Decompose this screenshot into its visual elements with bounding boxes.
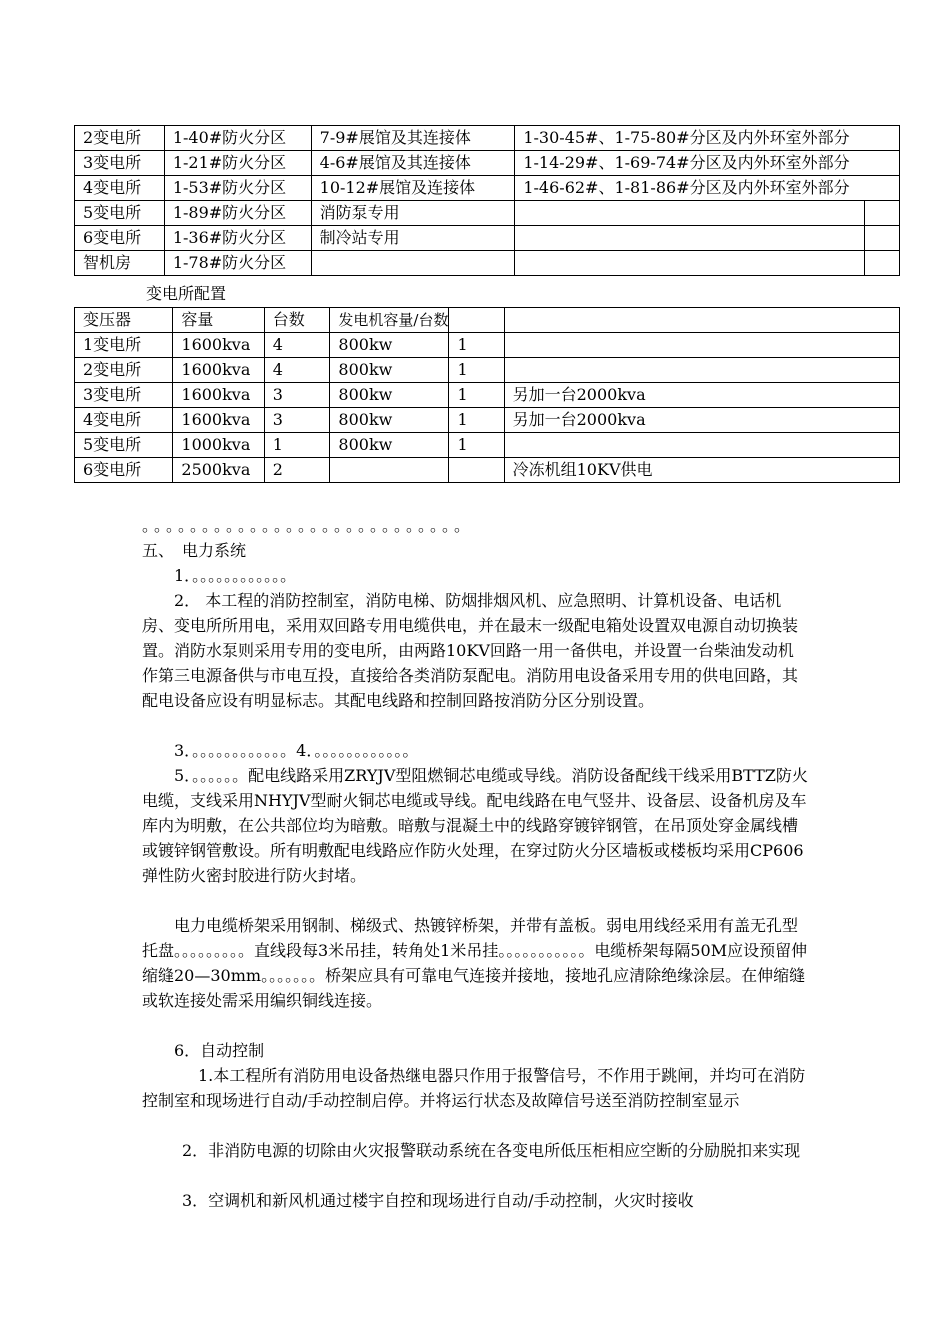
table-cell: 1 (449, 333, 504, 358)
table-cell: 3变电所 (75, 151, 165, 176)
table-row (75, 333, 900, 358)
substation-config-caption: 变电所配置 (146, 284, 227, 303)
table-header-cell: 发电机容量/台数 (330, 308, 449, 333)
table-cell: 1 (449, 383, 504, 408)
table-row (75, 458, 900, 483)
table-header-row (75, 308, 900, 333)
table-cell: 6变电所 (75, 458, 173, 483)
table-row (75, 358, 900, 383)
auto-control-2: 2．非消防电源的切除由火灾报警联动系统在各变电所低压柜相应空断的分励脱扣来实现 (182, 1141, 801, 1160)
table-header-cell (449, 308, 504, 333)
table-cell: 智机房 (75, 251, 165, 276)
table-cell (515, 201, 865, 226)
table-cell (865, 201, 900, 226)
table-row (75, 126, 900, 151)
table-cell (865, 226, 900, 251)
item-6-heading: 6．自动控制 (174, 1041, 265, 1060)
table-cell: 3 (264, 408, 330, 433)
table-cell: 5变电所 (75, 201, 165, 226)
table-cell: 1-40#防火分区 (164, 126, 311, 151)
table-cell: 1-21#防火分区 (164, 151, 311, 176)
table-cell: 1-14-29#、1-69-74#分区及内外环室外部分 (515, 151, 900, 176)
table-row (75, 433, 900, 458)
item-3-4: 3．。。。。。。。。。。。。4．。。。。。。。。。。。。 (174, 741, 419, 760)
table-cell: 800kw (330, 333, 449, 358)
table-cell: 另加一台2000kva (504, 408, 899, 433)
table-row (75, 251, 900, 276)
item-5-paragraph: 5．。。。。。。配电线路采用ZRYJV型阻燃铜芯电缆或导线。消防设备配线干线采用BTTZ防火电缆，支线采用NHYJV型耐火铜芯电缆或导线。配电线路在电气竖井、设备层、设备机房及车库内为明敷，在公共部位均为暗敷。暗敷与混凝土中的线路穿镀锌钢管，在吊顶处穿金属线槽或镀锌钢管敷设。所有明敷配电线路应作防火处理，在穿过防火分区墙板或楼板均采用CP606弹性防火密封胶进行防火封堵。 (142, 766, 808, 885)
table-cell (515, 251, 865, 276)
table-row (75, 176, 900, 201)
table-cell (865, 251, 900, 276)
section-5-heading: 五、 电力系统 (142, 541, 247, 560)
table-cell: 1000kva (173, 433, 264, 458)
table-cell: 2 (264, 458, 330, 483)
table-cell: 1600kva (173, 358, 264, 383)
table-header-cell: 容量 (173, 308, 264, 333)
table-row (75, 226, 900, 251)
table-cell: 1变电所 (75, 333, 173, 358)
table-cell: 冷冻机组10KV供电 (504, 458, 899, 483)
dots-line: 。。。。。。。。。。。。。。。。。。。。。。。。。。。 (142, 516, 475, 535)
table-cell: 1-36#防火分区 (164, 226, 311, 251)
auto-control-3: 3．空调机和新风机通过楼宇自控和现场进行自动/手动控制，火灾时接收 (182, 1191, 694, 1210)
item-2-paragraph: 2． 本工程的消防控制室，消防电梯、防烟排烟风机、应急照明、计算机设备、电话机房、变电所所用电，采用双回路专用电缆供电，并在最末一级配电箱处设置双电源自动切换装置。消防水泵则采用专用的变电所，由两路10KV回路一用一备供电，并设置一台柴油发动机作第三电源备供与市电互投，直接给各类消防泵配电。消防用电设备采用专用的供电回路，其配电设备应设有明显标志。其配电线路和控制回路按消防分区分别设置。 (142, 591, 799, 710)
cable-tray-paragraph: 电力电缆桥架采用钢制、梯级式、热镀锌桥架，并带有盖板。弱电用线经采用有盖无孔型托盘。。。。。。。。。直线段每3米吊挂，转角处1米吊挂。。。。。。。。。。。电缆桥架每隔50M应设预留伸缩缝20—30mm。。。。。。。桥架应具有可靠电气连接并接地，接地孔应清除绝缘涂层。在伸缩缝或软连接处需采用编织铜线连接。 (142, 916, 808, 1010)
table-cell (449, 458, 504, 483)
table-cell: 5变电所 (75, 433, 173, 458)
table-row (75, 151, 900, 176)
table-cell: 2变电所 (75, 126, 165, 151)
table-cell: 1 (264, 433, 330, 458)
table-cell: 1-30-45#、1-75-80#分区及内外环室外部分 (515, 126, 900, 151)
table-cell: 4变电所 (75, 176, 165, 201)
table-cell: 2变电所 (75, 358, 173, 383)
table-cell: 800kw (330, 383, 449, 408)
table-row (75, 408, 900, 433)
table-cell: 另加一台2000kva (504, 383, 899, 408)
table-cell: 800kw (330, 358, 449, 383)
table-row (75, 201, 900, 226)
table-cell: 4 (264, 333, 330, 358)
table-cell: 10-12#展馆及连接体 (311, 176, 515, 201)
fire-zone-table (74, 125, 900, 276)
table-cell (504, 433, 899, 458)
table-cell: 1-78#防火分区 (164, 251, 311, 276)
table-cell: 1 (449, 408, 504, 433)
table-cell: 1-89#防火分区 (164, 201, 311, 226)
table-cell: 1-46-62#、1-81-86#分区及内外环室外部分 (515, 176, 900, 201)
substation-config-table (74, 307, 900, 483)
table-cell: 消防泵专用 (311, 201, 515, 226)
item-1: 1．。。。。。。。。。。。。 (174, 566, 297, 585)
table-cell (504, 333, 899, 358)
auto-control-1: 1.本工程所有消防用电设备热继电器只作用于报警信号，不作用于跳闸，并均可在消防控制室和现场进行自动/手动控制启停。并将运行状态及故障信号送至消防控制室显示 (142, 1066, 806, 1110)
table-cell (311, 251, 515, 276)
table-cell: 800kw (330, 408, 449, 433)
table-cell: 1 (449, 433, 504, 458)
table-row (75, 383, 900, 408)
table-cell: 4-6#展馆及其连接体 (311, 151, 515, 176)
table-cell: 3变电所 (75, 383, 173, 408)
table-header-cell: 台数 (264, 308, 330, 333)
table-cell (330, 458, 449, 483)
table-cell: 4 (264, 358, 330, 383)
table-cell: 4变电所 (75, 408, 173, 433)
table-cell: 1600kva (173, 333, 264, 358)
table-header-cell: 变压器 (75, 308, 173, 333)
table-cell: 制冷站专用 (311, 226, 515, 251)
table-cell: 6变电所 (75, 226, 165, 251)
table-cell: 1600kva (173, 408, 264, 433)
table-cell: 7-9#展馆及其连接体 (311, 126, 515, 151)
table-cell: 1600kva (173, 383, 264, 408)
table-cell (504, 358, 899, 383)
table-header-cell (504, 308, 899, 333)
table-cell: 1 (449, 358, 504, 383)
table-cell: 2500kva (173, 458, 264, 483)
table-cell: 3 (264, 383, 330, 408)
table-cell: 1-53#防火分区 (164, 176, 311, 201)
table-cell (515, 226, 865, 251)
table-cell: 800kw (330, 433, 449, 458)
